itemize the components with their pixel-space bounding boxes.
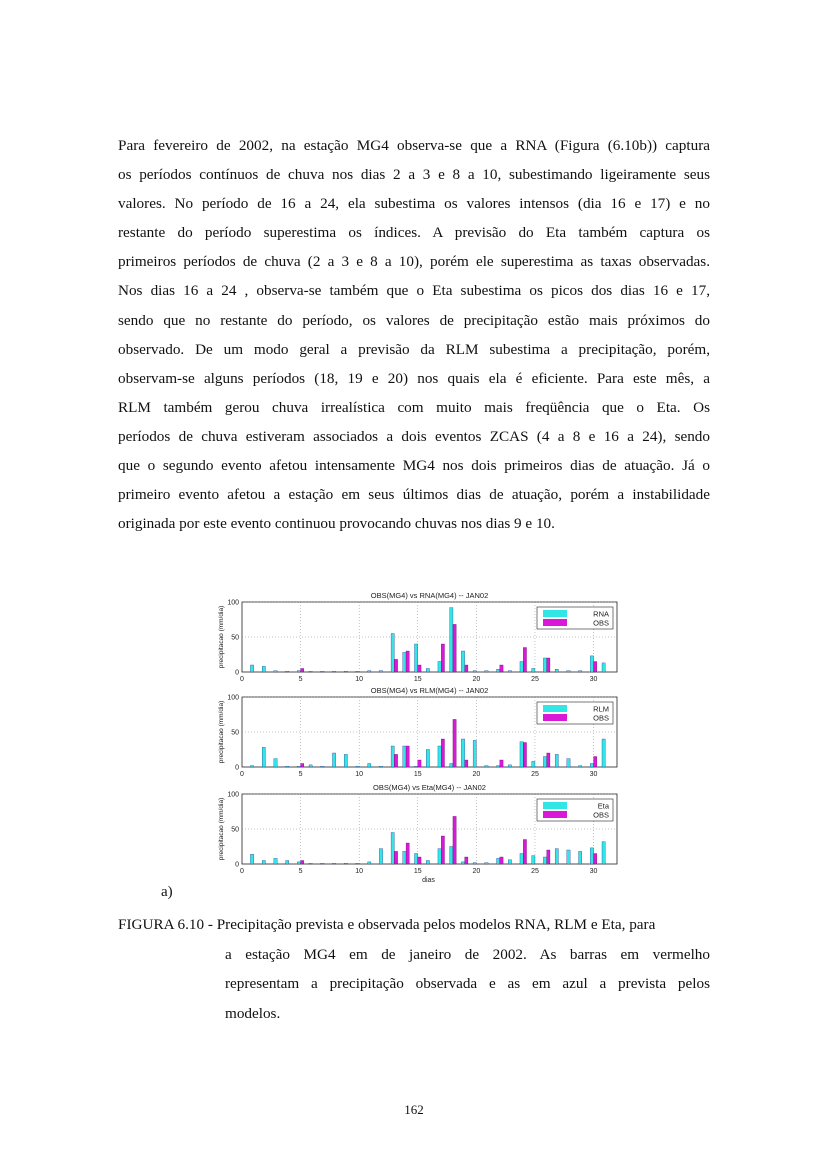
predicted-bar [321, 766, 324, 767]
predicted-bar [602, 739, 605, 767]
predicted-bar [461, 651, 464, 672]
precipitation-figure [205, 580, 625, 890]
y-tick-label: 0 [235, 764, 239, 772]
observed-bar [301, 764, 304, 768]
predicted-bar [274, 671, 277, 672]
paragraph-line: sendo que no restante do período, os valores de precipitação estão mais próximos do [118, 311, 710, 329]
predicted-bar [368, 862, 371, 864]
predicted-bar [555, 669, 558, 672]
predicted-bar [332, 671, 335, 672]
legend-label-observed: OBS [593, 618, 609, 628]
observed-bar [465, 857, 468, 864]
predicted-bar [579, 851, 582, 864]
observed-bar [406, 843, 409, 864]
predicted-bar [391, 833, 394, 865]
legend-swatch-observed [543, 714, 567, 721]
predicted-bar [567, 759, 570, 767]
predicted-bar [297, 671, 300, 672]
paragraph-line: períodos de chuva estiveram associados a dois eventos ZCAS (4 a 8 e 16 a 24), sendo [118, 427, 710, 445]
paragraph-line: os períodos contínuos de chuva nos dias 2 a 3 e 8 a 10, subestimando ligeiramente seus [118, 166, 710, 184]
predicted-bar [321, 863, 324, 864]
predicted-bar [344, 863, 347, 864]
observed-bar [418, 857, 421, 864]
predicted-bar [309, 863, 312, 864]
predicted-bar [508, 671, 511, 672]
y-tick-label: 0 [235, 861, 239, 869]
x-tick-label: 30 [589, 676, 598, 683]
observed-bar [594, 854, 597, 865]
predicted-bar [250, 854, 253, 864]
predicted-bar [356, 671, 359, 672]
predicted-bar [555, 849, 558, 864]
observed-bar [441, 644, 444, 672]
x-tick-label: 30 [589, 771, 598, 778]
chart-panel [218, 686, 617, 778]
legend-label-predicted: Eta [597, 801, 609, 811]
predicted-bar [250, 766, 253, 767]
y-tick-label: 100 [227, 599, 239, 607]
paragraph-line: observado. De um modo geral a previsão da RLM subestima a precipitação, porém, [118, 340, 710, 358]
legend-label-predicted: RNA [593, 609, 609, 619]
predicted-bar [274, 759, 277, 767]
predicted-bar [415, 644, 418, 672]
observed-bar [594, 757, 597, 768]
predicted-bar [274, 858, 277, 864]
predicted-bar [286, 766, 289, 767]
predicted-bar [590, 764, 593, 768]
observed-bar [465, 665, 468, 672]
y-tick-label: 50 [231, 826, 239, 834]
chart-panel [218, 591, 617, 683]
predicted-bar [368, 764, 371, 768]
predicted-bar [473, 863, 476, 864]
observed-bar [441, 836, 444, 864]
predicted-bar [286, 861, 289, 865]
y-axis-label: precipitacao (mm/dia) [218, 605, 225, 669]
predicted-bar [262, 666, 265, 672]
y-tick-label: 50 [231, 634, 239, 642]
x-tick-label: 0 [240, 676, 244, 683]
predicted-bar [309, 671, 312, 672]
predicted-bar [602, 842, 605, 864]
caption-first-line: FIGURA 6.10 - Precipitação prevista e observada pelos modelos RNA, RLM e Eta, para [118, 916, 656, 933]
caption-line: representam a precipitação observada e as em azul a prevista pelos [225, 975, 710, 992]
predicted-bar [332, 753, 335, 767]
predicted-bar [532, 856, 535, 864]
predicted-bar [450, 764, 453, 768]
x-tick-label: 25 [531, 868, 539, 875]
legend-label-observed: OBS [593, 810, 609, 820]
observed-bar [453, 624, 456, 672]
predicted-bar [438, 662, 441, 673]
predicted-bar [497, 858, 500, 864]
paragraph-line: primeiro evento afetou a estação em seus últimos dias de atuação, porém a instabilidade [118, 486, 710, 504]
predicted-bar [415, 766, 418, 767]
predicted-bar [532, 669, 535, 673]
x-tick-label: 10 [355, 771, 364, 778]
observed-bar [547, 658, 550, 672]
y-tick-label: 0 [235, 669, 239, 677]
caption-line: a estação MG4 em de janeiro de 2002. As barras em vermelho [225, 945, 710, 963]
x-tick-label: 20 [472, 676, 481, 683]
chart-panel [218, 783, 617, 884]
predicted-bar [520, 854, 523, 865]
legend-label-predicted: RLM [593, 704, 609, 714]
observed-bar [301, 861, 304, 865]
observed-bar [523, 648, 526, 673]
x-tick-label: 30 [589, 868, 598, 875]
predicted-bar [438, 746, 441, 767]
predicted-bar [461, 862, 464, 864]
predicted-bar [450, 608, 453, 672]
predicted-bar [262, 861, 265, 865]
x-tick-label: 0 [240, 771, 244, 778]
predicted-bar [286, 671, 289, 672]
legend-label-observed: OBS [593, 713, 609, 723]
observed-bar [418, 665, 421, 672]
legend-swatch-observed [543, 619, 567, 626]
legend-swatch-observed [543, 811, 567, 818]
x-tick-label: 5 [298, 771, 303, 778]
predicted-bar [532, 761, 535, 767]
predicted-bar [590, 848, 593, 864]
observed-bar [406, 651, 409, 672]
predicted-bar [579, 766, 582, 767]
x-tick-label: 10 [355, 868, 364, 875]
predicted-bar [309, 765, 312, 767]
predicted-bar [602, 663, 605, 672]
observed-bar [523, 840, 526, 865]
predicted-bar [543, 857, 546, 864]
x-tick-label: 15 [413, 771, 422, 778]
y-tick-label: 100 [227, 791, 239, 799]
observed-bar [500, 857, 503, 864]
predicted-bar [497, 669, 500, 672]
observed-bar [418, 760, 421, 767]
observed-bar [523, 743, 526, 768]
chart-title: OBS(MG4) vs Eta(MG4) -- JAN02 [373, 783, 486, 792]
predicted-bar [344, 754, 347, 767]
x-tick-label: 25 [531, 771, 539, 778]
predicted-bar [567, 850, 570, 864]
predicted-bar [403, 851, 406, 864]
predicted-bar [426, 750, 429, 768]
paragraph-line: observam-se alguns períodos (18, 19 e 20) nos quais ela é eficiente. Para este mês, a [118, 369, 710, 387]
x-axis-label: dias [422, 877, 435, 884]
observed-bar [594, 662, 597, 673]
predicted-bar [344, 671, 347, 672]
predicted-bar [485, 863, 488, 864]
observed-bar [547, 850, 550, 864]
observed-bar [394, 659, 397, 672]
predicted-bar [379, 671, 382, 672]
predicted-bar [438, 849, 441, 864]
predicted-bar [356, 863, 359, 864]
predicted-bar [497, 766, 500, 767]
predicted-bar [297, 766, 300, 767]
predicted-bar [297, 862, 300, 864]
paragraph-line: valores. No período de 16 a 24, ela subestima os valores intensos (dia 16 e 17) e no [118, 195, 710, 213]
observed-bar [301, 669, 304, 673]
paragraph-line: primeiros períodos de chuva (2 a 3 e 8 a 10), porém ele superestima as taxas observadas. [118, 253, 710, 271]
observed-bar [441, 739, 444, 767]
legend-swatch-predicted [543, 610, 567, 617]
chart-title: OBS(MG4) vs RLM(MG4) -- JAN02 [370, 686, 489, 695]
x-tick-label: 5 [298, 676, 303, 683]
predicted-bar [520, 742, 523, 767]
body-paragraph [118, 131, 710, 538]
caption-continuation [225, 940, 710, 1029]
observed-bar [453, 816, 456, 864]
predicted-bar [473, 671, 476, 672]
x-tick-label: 20 [472, 868, 481, 875]
paragraph-line: RLM também gerou chuva irrealística com muito mais freqüência que o Eta. Os [118, 398, 710, 416]
x-tick-label: 5 [298, 868, 303, 875]
predicted-bar [356, 766, 359, 767]
predicted-bar [332, 863, 335, 864]
observed-bar [500, 760, 503, 767]
predicted-bar [485, 671, 488, 672]
paragraph-line: originada por este evento continuou provocando chuvas nos dias 9 e 10. [118, 515, 555, 533]
paragraph-line: Nos dias 16 a 24 , observa-se também que o Eta subestima os picos dos dias 16 e 17, [118, 282, 710, 300]
y-axis-label: precipitacao (mm/dia) [218, 797, 225, 861]
caption-line: modelos. [225, 1004, 281, 1022]
predicted-bar [520, 662, 523, 673]
predicted-bar [555, 754, 558, 767]
y-tick-label: 50 [231, 729, 239, 737]
predicted-bar [508, 860, 511, 864]
predicted-bar [590, 656, 593, 672]
x-tick-label: 15 [413, 676, 422, 683]
predicted-bar [543, 757, 546, 768]
predicted-bar [250, 665, 253, 672]
observed-bar [547, 753, 550, 767]
legend-swatch-predicted [543, 802, 567, 809]
predicted-bar [543, 658, 546, 672]
observed-bar [465, 760, 468, 767]
figure-sublabel: a) [161, 884, 173, 900]
y-tick-label: 100 [227, 694, 239, 702]
observed-bar [406, 746, 409, 767]
x-tick-label: 0 [240, 868, 244, 875]
predicted-bar [567, 671, 570, 672]
predicted-bar [473, 740, 476, 767]
predicted-bar [579, 671, 582, 672]
figure-caption [118, 910, 710, 1028]
paragraph-line: que o segundo evento afetou intensamente MG4 nos dois primeiros dias de atuação. Já o [118, 457, 710, 475]
observed-bar [394, 851, 397, 864]
predicted-bar [379, 849, 382, 864]
predicted-bar [450, 847, 453, 865]
predicted-bar [379, 766, 382, 767]
predicted-bar [403, 652, 406, 672]
observed-bar [394, 754, 397, 767]
predicted-bar [391, 746, 394, 767]
observed-bar [500, 665, 503, 672]
predicted-bar [321, 671, 324, 672]
x-tick-label: 15 [413, 868, 422, 875]
chart-title: OBS(MG4) vs RNA(MG4) -- JAN02 [370, 591, 489, 600]
predicted-bar [262, 747, 265, 767]
paragraph-line: restante do período superestima os índices. A previsão do Eta também captura os [118, 224, 710, 242]
page-number: 162 [404, 1102, 424, 1117]
predicted-bar [461, 739, 464, 767]
predicted-bar [368, 671, 371, 672]
predicted-bar [391, 634, 394, 673]
paragraph-line: Para fevereiro de 2002, na estação MG4 observa-se que a RNA (Figura (6.10b)) captura [118, 137, 710, 154]
observed-bar [453, 719, 456, 767]
x-tick-label: 25 [531, 676, 539, 683]
predicted-bar [426, 861, 429, 865]
predicted-bar [415, 854, 418, 865]
predicted-bar [485, 766, 488, 767]
x-tick-label: 10 [355, 676, 364, 683]
y-axis-label: precipitacao (mm/dia) [218, 700, 225, 764]
predicted-bar [508, 765, 511, 767]
legend-swatch-predicted [543, 705, 567, 712]
predicted-bar [403, 746, 406, 767]
predicted-bar [426, 669, 429, 673]
x-tick-label: 20 [472, 771, 481, 778]
